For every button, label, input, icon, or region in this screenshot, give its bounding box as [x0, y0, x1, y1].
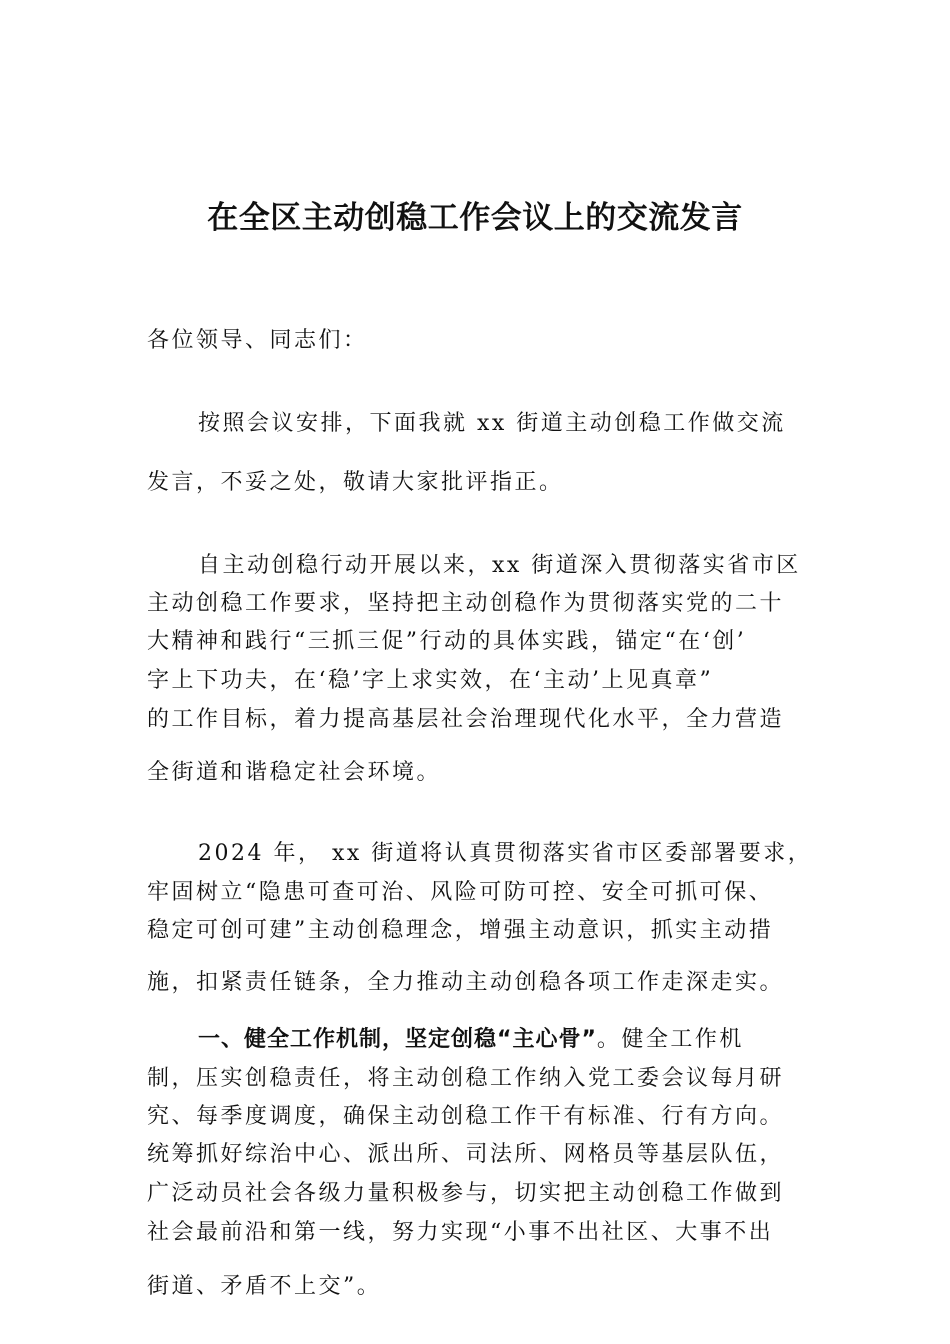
paragraph-line: 的工作目标，着力提高基层社会治理现代化水平，全力营造 [147, 707, 785, 732]
paragraph-line: 街道、矛盾不上交”。 [147, 1274, 382, 1299]
paragraph-line: 社会最前沿和第一线，努力实现“小事不出社区、大事不出 [147, 1220, 774, 1245]
paragraph-line: 大精神和践行“三抓三促”行动的具体实践，锚定“在‘创’ [147, 629, 747, 654]
paragraph-line: 统筹抓好综治中心、派出所、司法所、网格员等基层队伍， [147, 1142, 785, 1167]
paragraph-line: 按照会议安排，下面我就 xx 街道主动创稳工作做交流 [198, 411, 786, 436]
document-title: 在全区主动创稳工作会议上的交流发言 [207, 200, 743, 236]
paragraph-line: 广泛动员社会各级力量积极参与，切实把主动创稳工作做到 [147, 1181, 785, 1206]
paragraph-line: 全街道和谐稳定社会环境。 [147, 760, 442, 785]
paragraph-line: 字上下功夫，在‘稳’字上求实效，在‘主动’上见真章” [147, 668, 714, 693]
paragraph-line: 施，扣紧责任链条，全力推动主动创稳各项工作走深走实。 [147, 970, 785, 995]
paragraph-line: 主动创稳工作要求，坚持把主动创稳作为贯彻落实党的二十 [147, 591, 785, 616]
paragraph-line: 发言，不妥之处，敬请大家批评指正。 [147, 470, 564, 495]
paragraph-line: 究、每季度调度，确保主动创稳工作干有标准、行有方向。 [147, 1104, 785, 1129]
section-first-line [198, 1025, 828, 1055]
section-heading: 一、健全工作机制，坚定创稳“主心骨” [198, 1027, 597, 1052]
salutation: 各位领导、同志们： [147, 328, 368, 353]
paragraph-line: 自主动创稳行动开展以来，xx 街道深入贯彻落实省市区 [198, 553, 801, 578]
paragraph-line: 2024 年， xx 街道将认真贯彻落实省市区委部署要求， [198, 841, 813, 866]
paragraph-line: 制，压实创稳责任，将主动创稳工作纳入党工委会议每月研 [147, 1066, 785, 1091]
paragraph-line: 稳定可创可建”主动创稳理念，增强主动意识，抓实主动措 [147, 918, 774, 943]
paragraph-line: 牢固树立“隐患可查可治、风险可防可控、安全可抓可保、 [147, 880, 774, 905]
section-text: 。健全工作机 [596, 1027, 744, 1052]
